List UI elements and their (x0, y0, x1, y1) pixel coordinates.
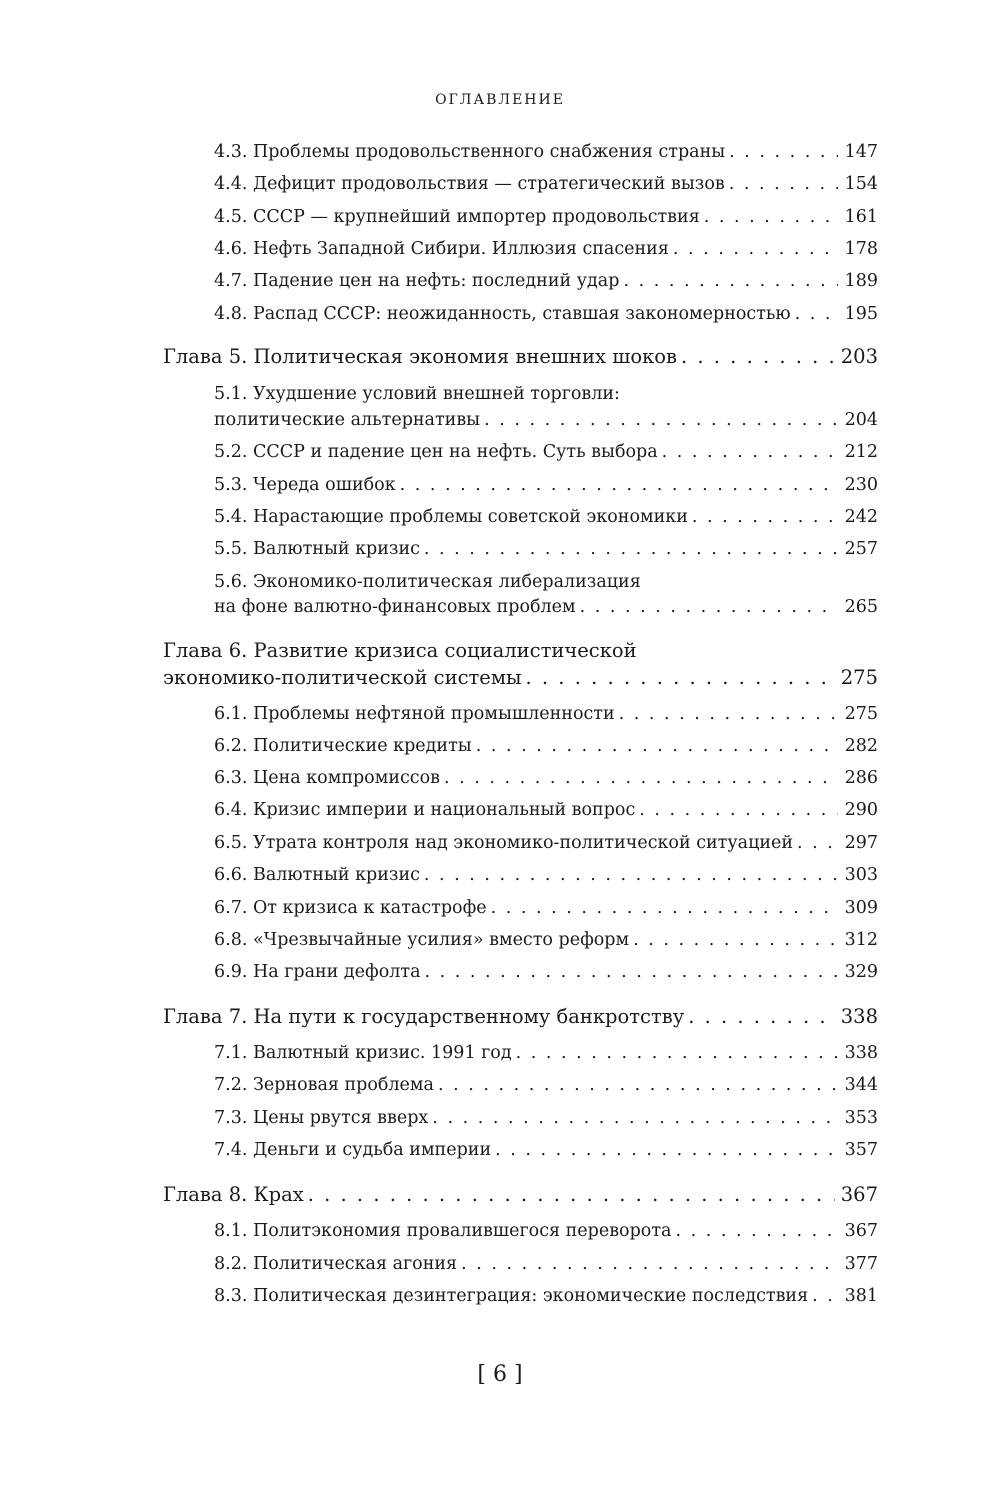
dot-leader (729, 142, 838, 162)
dot-leader (526, 666, 835, 689)
section-entry (214, 507, 878, 527)
dot-leader (688, 1005, 835, 1028)
section-entry (214, 768, 878, 788)
section-entry (214, 1140, 878, 1160)
section-entry (214, 539, 878, 559)
chapter-entry (163, 666, 878, 689)
section-entry (214, 833, 878, 853)
dot-leader (795, 304, 838, 324)
page-ref: 309 (844, 898, 878, 918)
section-entry (214, 1108, 878, 1128)
dot-leader (623, 271, 838, 291)
dot-leader (673, 239, 838, 259)
section-title: 6.4. Кризис империи и национальный вопрос (214, 800, 636, 820)
section-entry (214, 704, 878, 724)
dot-leader (619, 704, 838, 724)
dot-leader (424, 539, 838, 559)
section-title: 7.1. Валютный кризис. 1991 год (214, 1043, 512, 1063)
page-ref: 275 (844, 704, 878, 724)
page-ref: 338 (840, 1005, 878, 1028)
page-ref: 275 (840, 666, 878, 689)
chapter-title: Глава 5. Политическая экономия внешних шоков (163, 345, 677, 368)
section-title: 6.1. Проблемы нефтяной промышленности (214, 704, 615, 724)
section-entry (214, 865, 878, 885)
section-entry (214, 304, 878, 324)
section-title: 5.5. Валютный кризис (214, 539, 420, 559)
section-title: 6.3. Цена компромиссов (214, 768, 440, 788)
dot-leader (729, 174, 838, 194)
page-ref: 357 (844, 1140, 878, 1160)
chapter-title: Глава 8. Крах (163, 1183, 304, 1206)
section-title-line1: 5.1. Ухудшение условий внешней торговли: (214, 384, 620, 404)
page-ref: 297 (844, 833, 878, 853)
chapter-entry (163, 1183, 878, 1206)
page-ref: 147 (844, 142, 878, 162)
section-title: 4.7. Падение цен на нефть: последний удар (214, 271, 620, 291)
page-ref: 178 (844, 239, 878, 259)
section-entry (214, 930, 878, 950)
section-title: 5.4. Нарастающие проблемы советской экономики (214, 507, 688, 527)
page-ref: 257 (844, 539, 878, 559)
section-title: 4.5. СССР — крупнейший импортер продовольствия (214, 207, 700, 227)
section-title: 6.8. «Чрезвычайные усилия» вместо реформ (214, 930, 630, 950)
page-ref: 338 (844, 1043, 878, 1063)
dot-leader (491, 898, 838, 918)
section-title: 7.4. Деньги и судьба империи (214, 1140, 492, 1160)
section-title: 7.3. Цены рвутся вверх (214, 1108, 429, 1128)
section-title: политические альтернативы (214, 410, 481, 430)
chapter-title: экономико-политической системы (163, 666, 522, 689)
page-ref: 195 (844, 304, 878, 324)
dot-leader (812, 1286, 838, 1306)
section-title: 8.1. Политэкономия провалившегося переворота (214, 1221, 672, 1241)
section-entry (214, 239, 878, 259)
dot-leader (681, 345, 835, 368)
section-title-line1: 5.6. Экономико-политическая либерализация (214, 572, 641, 592)
dot-leader (704, 207, 838, 227)
page-ref: 154 (844, 174, 878, 194)
section-entry (214, 1286, 878, 1306)
section-entry (214, 174, 878, 194)
dot-leader (432, 1108, 838, 1128)
section-title: 5.3. Череда ошибок (214, 475, 396, 495)
page-ref: 265 (844, 597, 878, 617)
dot-leader (425, 962, 838, 982)
page-ref: 312 (844, 930, 878, 950)
page-ref: 381 (844, 1286, 878, 1306)
dot-leader (444, 768, 838, 788)
dot-leader (461, 1254, 838, 1274)
page-ref: 230 (844, 475, 878, 495)
page-ref: 242 (844, 507, 878, 527)
page-header: ОГЛАВЛЕНИЕ (435, 92, 565, 108)
section-title: 4.8. Распад СССР: неожиданность, ставшая закономерностью (214, 304, 791, 324)
section-title: 4.3. Проблемы продовольственного снабжения страны (214, 142, 726, 162)
section-entry (214, 1254, 878, 1274)
page-ref: 161 (844, 207, 878, 227)
dot-leader (438, 1075, 838, 1095)
chapter-title: Глава 7. На пути к государственному банкротству (163, 1005, 685, 1028)
page-ref: 212 (844, 442, 878, 462)
page-ref: 290 (844, 800, 878, 820)
page-ref: 367 (844, 1221, 878, 1241)
dot-leader (797, 833, 838, 853)
dot-leader (516, 1043, 838, 1063)
section-title: 8.3. Политическая дезинтеграция: экономические последствия (214, 1286, 809, 1306)
dot-leader (424, 865, 838, 885)
section-entry (214, 898, 878, 918)
section-entry (214, 800, 878, 820)
page-ref: 204 (844, 410, 878, 430)
page-ref: 353 (844, 1108, 878, 1128)
section-entry (214, 1075, 878, 1095)
dot-leader (633, 930, 838, 950)
section-title: 8.2. Политическая агония (214, 1254, 458, 1274)
page-number: [ 6 ] (477, 1362, 523, 1387)
page-ref: 203 (840, 345, 878, 368)
section-title: 6.9. На грани дефолта (214, 962, 421, 982)
section-title: 6.7. От кризиса к катастрофе (214, 898, 487, 918)
chapter-entry (163, 345, 878, 368)
dot-leader (675, 1221, 838, 1241)
dot-leader (662, 442, 838, 462)
page-ref: 282 (844, 736, 878, 756)
section-title: 5.2. СССР и падение цен на нефть. Суть выбора (214, 442, 658, 462)
chapter-entry (163, 1005, 878, 1028)
page-ref: 329 (844, 962, 878, 982)
page-ref: 189 (844, 271, 878, 291)
section-entry (214, 1043, 878, 1063)
section-entry (214, 736, 878, 756)
dot-leader (476, 736, 838, 756)
section-entry (214, 442, 878, 462)
dot-leader (639, 800, 838, 820)
section-title: 6.2. Политические кредиты (214, 736, 472, 756)
section-title: 6.5. Утрата контроля над экономико-политической ситуацией (214, 833, 794, 853)
section-title: 6.6. Валютный кризис (214, 865, 420, 885)
section-entry (214, 1221, 878, 1241)
chapter-title-line1: Глава 6. Развитие кризиса социалистической (163, 639, 637, 662)
section-entry (214, 410, 878, 430)
page-ref: 344 (844, 1075, 878, 1095)
dot-leader (400, 475, 838, 495)
section-entry (214, 142, 878, 162)
section-title: 4.4. Дефицит продовольствия — стратегический вызов (214, 174, 725, 194)
dot-leader (692, 507, 838, 527)
dot-leader (580, 597, 838, 617)
section-entry (214, 475, 878, 495)
page-ref: 286 (844, 768, 878, 788)
section-title: 7.2. Зерновая проблема (214, 1075, 434, 1095)
page-ref: 377 (844, 1254, 878, 1274)
section-entry (214, 597, 878, 617)
section-entry (214, 207, 878, 227)
page-ref: 367 (840, 1183, 878, 1206)
dot-leader (495, 1140, 838, 1160)
dot-leader (484, 410, 838, 430)
page-ref: 303 (844, 865, 878, 885)
section-title: на фоне валютно-финансовых проблем (214, 597, 576, 617)
dot-leader (308, 1183, 835, 1206)
section-entry (214, 962, 878, 982)
section-title: 4.6. Нефть Западной Сибири. Иллюзия спасения (214, 239, 669, 259)
section-entry (214, 271, 878, 291)
